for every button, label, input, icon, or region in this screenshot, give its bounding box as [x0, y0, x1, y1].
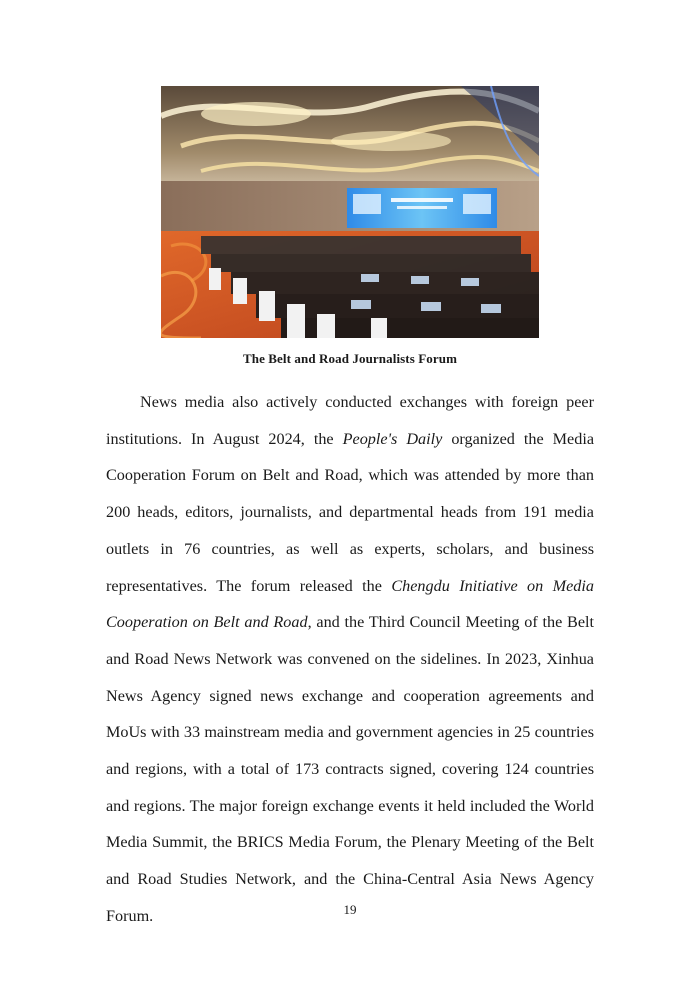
newspaper-title: People's Daily [342, 429, 443, 448]
page-number: 19 [343, 902, 357, 917]
initiative-title: Chengdu Initiative on Media Cooperation on Belt and Road [106, 576, 594, 632]
forum-photo [161, 86, 539, 338]
body-paragraph [106, 384, 594, 935]
figure-caption: The Belt and Road Journalists Forum [242, 351, 458, 366]
paragraph-text: , and the Third Council Meeting of the Belt and Road News Network was convened on the sidelines. In 2023, Xinhua News Agency signed news exchange and cooperation agreements and MoUs with 33 mainstream media and government agencies in 25 countries and regions, with a total of 173 contracts signed, covering 124 countries and regions. The major foreign exchange events it held included the World Media Summit, the BRICS Media Forum, the Plenary Meeting of the Belt and Road Studies Network, and the China-Central Asia News Agency Forum. [106, 613, 594, 925]
paragraph-text: organized the Media Cooperation Forum on Belt and Road, which was attended by more than 200 heads, editors, journalists, and departmental heads from 191 media outlets in 76 countries, as well as experts, scholars, and business representatives. The forum released the [106, 429, 595, 595]
paragraph-text: News media also actively conducted exchanges with foreign peer institutions. In August 2024, the [106, 393, 594, 448]
